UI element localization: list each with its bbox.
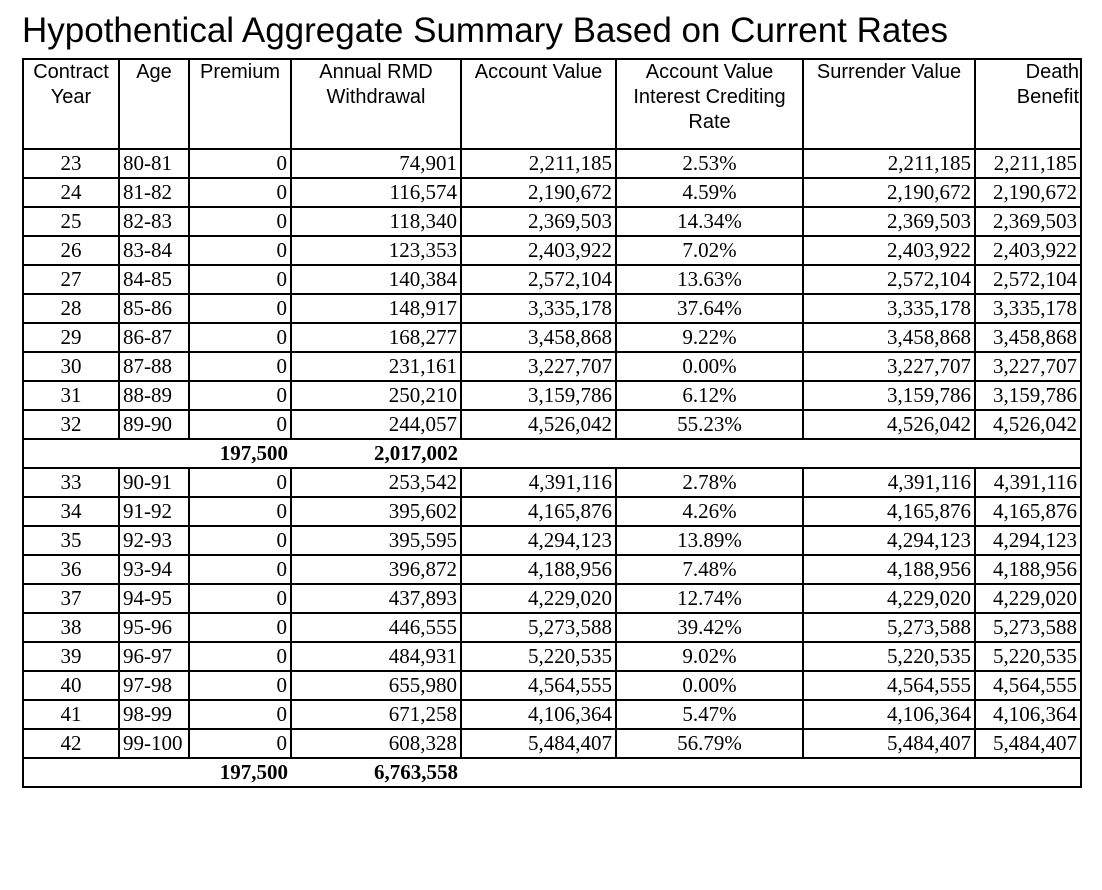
header-row [23,59,1081,149]
cell-contract-year: 32 [23,410,119,439]
cell-interest-rate: 0.00% [616,671,803,700]
cell-annual-rmd: 231,161 [291,352,461,381]
table-row [23,207,1081,236]
cell-contract-year: 42 [23,729,119,758]
cell-surrender-value: 4,188,956 [803,555,975,584]
cell-contract-year: 36 [23,555,119,584]
cell-contract-year: 30 [23,352,119,381]
cell-interest-rate: 9.02% [616,642,803,671]
cell-death-benefit: 2,211,185 [975,149,1081,178]
cell-surrender-value: 3,159,786 [803,381,975,410]
cell-annual-rmd: 655,980 [291,671,461,700]
header-account-value: Account Value [461,59,616,149]
cell-death-benefit: 2,572,104 [975,265,1081,294]
cell-account-value: 4,106,364 [461,700,616,729]
cell-interest-rate: 13.89% [616,526,803,555]
cell-account-value: 4,564,555 [461,671,616,700]
table-row [23,613,1081,642]
header-age: Age [119,59,189,149]
cell-annual-rmd: 446,555 [291,613,461,642]
cell-death-benefit: 2,369,503 [975,207,1081,236]
table-row [23,236,1081,265]
subtotal2-body [23,758,1081,787]
cell-surrender-value: 2,572,104 [803,265,975,294]
cell-annual-rmd: 250,210 [291,381,461,410]
cell-contract-year: 33 [23,468,119,497]
cell-annual-rmd: 671,258 [291,700,461,729]
cell-contract-year: 23 [23,149,119,178]
cell-premium: 0 [189,149,291,178]
cell-premium: 0 [189,294,291,323]
total-rmd: 6,763,558 [291,758,461,787]
cell-age: 99-100 [119,729,189,758]
cell-contract-year: 37 [23,584,119,613]
cell-death-benefit: 2,403,922 [975,236,1081,265]
cell-premium: 0 [189,497,291,526]
block1-body [23,149,1081,439]
cell-premium: 0 [189,700,291,729]
cell-interest-rate: 12.74% [616,584,803,613]
cell-interest-rate: 7.02% [616,236,803,265]
table-row [23,642,1081,671]
cell-contract-year: 31 [23,381,119,410]
subtotal1-body [23,439,1081,468]
cell-interest-rate: 9.22% [616,323,803,352]
cell-surrender-value: 5,484,407 [803,729,975,758]
cell-contract-year: 35 [23,526,119,555]
header-surrender-value: Surrender Value [803,59,975,149]
cell-interest-rate: 6.12% [616,381,803,410]
cell-death-benefit: 3,335,178 [975,294,1081,323]
cell-death-benefit: 4,229,020 [975,584,1081,613]
cell-premium: 0 [189,265,291,294]
table-row [23,468,1081,497]
cell-age: 81-82 [119,178,189,207]
cell-annual-rmd: 484,931 [291,642,461,671]
cell-premium: 0 [189,613,291,642]
cell-death-benefit: 4,106,364 [975,700,1081,729]
cell-account-value: 4,229,020 [461,584,616,613]
cell-age: 97-98 [119,671,189,700]
cell-surrender-value: 4,564,555 [803,671,975,700]
cell-age: 93-94 [119,555,189,584]
cell-surrender-value: 4,165,876 [803,497,975,526]
cell-death-benefit: 3,227,707 [975,352,1081,381]
cell-death-benefit: 5,484,407 [975,729,1081,758]
cell-account-value: 4,188,956 [461,555,616,584]
header-death-benefit: Death Benefit [975,59,1081,149]
cell-age: 80-81 [119,149,189,178]
cell-surrender-value: 2,403,922 [803,236,975,265]
cell-contract-year: 24 [23,178,119,207]
table-row [23,178,1081,207]
table-row [23,584,1081,613]
cell-surrender-value: 3,458,868 [803,323,975,352]
header-premium: Premium [189,59,291,149]
cell-account-value: 3,458,868 [461,323,616,352]
cell-contract-year: 39 [23,642,119,671]
table-row [23,323,1081,352]
table-row [23,381,1081,410]
cell-surrender-value: 3,335,178 [803,294,975,323]
cell-account-value: 4,391,116 [461,468,616,497]
cell-age: 87-88 [119,352,189,381]
cell-annual-rmd: 395,595 [291,526,461,555]
cell-account-value: 5,220,535 [461,642,616,671]
cell-surrender-value: 2,211,185 [803,149,975,178]
table-row [23,555,1081,584]
cell-contract-year: 34 [23,497,119,526]
cell-annual-rmd: 116,574 [291,178,461,207]
cell-contract-year: 29 [23,323,119,352]
cell-premium: 0 [189,729,291,758]
table-row [23,410,1081,439]
header-interest-rate: Account Value Interest Crediting Rate [616,59,803,149]
cell-account-value: 2,369,503 [461,207,616,236]
table-row [23,671,1081,700]
cell-annual-rmd: 395,602 [291,497,461,526]
cell-surrender-value: 5,220,535 [803,642,975,671]
cell-age: 90-91 [119,468,189,497]
cell-account-value: 4,165,876 [461,497,616,526]
block2-body [23,468,1081,758]
cell-premium: 0 [189,323,291,352]
cell-annual-rmd: 168,277 [291,323,461,352]
cell-contract-year: 41 [23,700,119,729]
cell-contract-year: 26 [23,236,119,265]
cell-death-benefit: 3,458,868 [975,323,1081,352]
subtotal-spacer [23,439,189,468]
cell-age: 82-83 [119,207,189,236]
cell-interest-rate: 4.59% [616,178,803,207]
cell-surrender-value: 4,229,020 [803,584,975,613]
cell-premium: 0 [189,207,291,236]
cell-age: 85-86 [119,294,189,323]
cell-interest-rate: 4.26% [616,497,803,526]
cell-death-benefit: 4,165,876 [975,497,1081,526]
total-row [23,758,1081,787]
cell-annual-rmd: 140,384 [291,265,461,294]
cell-contract-year: 38 [23,613,119,642]
table-row [23,149,1081,178]
table-row [23,526,1081,555]
cell-annual-rmd: 396,872 [291,555,461,584]
cell-premium: 0 [189,381,291,410]
cell-premium: 0 [189,352,291,381]
subtotal-spacer-right [461,439,1081,468]
cell-age: 94-95 [119,584,189,613]
subtotal-rmd: 2,017,002 [291,439,461,468]
cell-annual-rmd: 253,542 [291,468,461,497]
cell-premium: 0 [189,671,291,700]
cell-annual-rmd: 123,353 [291,236,461,265]
table-row [23,294,1081,323]
cell-premium: 0 [189,236,291,265]
cell-interest-rate: 55.23% [616,410,803,439]
cell-annual-rmd: 118,340 [291,207,461,236]
table-row [23,265,1081,294]
cell-premium: 0 [189,468,291,497]
cell-surrender-value: 5,273,588 [803,613,975,642]
cell-annual-rmd: 608,328 [291,729,461,758]
total-premium: 197,500 [189,758,291,787]
cell-age: 84-85 [119,265,189,294]
cell-interest-rate: 5.47% [616,700,803,729]
cell-age: 83-84 [119,236,189,265]
cell-premium: 0 [189,555,291,584]
cell-account-value: 2,190,672 [461,178,616,207]
cell-account-value: 2,211,185 [461,149,616,178]
cell-annual-rmd: 244,057 [291,410,461,439]
cell-annual-rmd: 437,893 [291,584,461,613]
header-contract-year: Contract Year [23,59,119,149]
cell-death-benefit: 5,220,535 [975,642,1081,671]
cell-age: 86-87 [119,323,189,352]
cell-age: 92-93 [119,526,189,555]
total-spacer [23,758,189,787]
cell-interest-rate: 14.34% [616,207,803,236]
cell-age: 98-99 [119,700,189,729]
cell-interest-rate: 56.79% [616,729,803,758]
cell-death-benefit: 4,526,042 [975,410,1081,439]
cell-age: 95-96 [119,613,189,642]
cell-annual-rmd: 148,917 [291,294,461,323]
cell-death-benefit: 2,190,672 [975,178,1081,207]
subtotal-row [23,439,1081,468]
cell-interest-rate: 39.42% [616,613,803,642]
cell-surrender-value: 2,369,503 [803,207,975,236]
cell-interest-rate: 13.63% [616,265,803,294]
cell-contract-year: 25 [23,207,119,236]
cell-interest-rate: 37.64% [616,294,803,323]
cell-interest-rate: 0.00% [616,352,803,381]
cell-account-value: 3,227,707 [461,352,616,381]
cell-account-value: 3,159,786 [461,381,616,410]
cell-account-value: 4,294,123 [461,526,616,555]
cell-surrender-value: 4,391,116 [803,468,975,497]
cell-account-value: 5,484,407 [461,729,616,758]
cell-interest-rate: 7.48% [616,555,803,584]
cell-contract-year: 40 [23,671,119,700]
header-annual-rmd: Annual RMD Withdrawal [291,59,461,149]
total-spacer-right [461,758,1081,787]
cell-account-value: 2,403,922 [461,236,616,265]
cell-death-benefit: 4,188,956 [975,555,1081,584]
summary-table [22,58,1082,788]
cell-age: 89-90 [119,410,189,439]
cell-interest-rate: 2.78% [616,468,803,497]
cell-age: 96-97 [119,642,189,671]
cell-contract-year: 27 [23,265,119,294]
cell-death-benefit: 5,273,588 [975,613,1081,642]
cell-age: 88-89 [119,381,189,410]
cell-death-benefit: 4,294,123 [975,526,1081,555]
cell-contract-year: 28 [23,294,119,323]
cell-account-value: 2,572,104 [461,265,616,294]
table-row [23,700,1081,729]
cell-death-benefit: 3,159,786 [975,381,1081,410]
table-row [23,497,1081,526]
cell-age: 91-92 [119,497,189,526]
cell-surrender-value: 2,190,672 [803,178,975,207]
cell-surrender-value: 4,526,042 [803,410,975,439]
cell-death-benefit: 4,564,555 [975,671,1081,700]
subtotal-premium: 197,500 [189,439,291,468]
cell-surrender-value: 4,106,364 [803,700,975,729]
cell-surrender-value: 3,227,707 [803,352,975,381]
cell-account-value: 3,335,178 [461,294,616,323]
cell-account-value: 5,273,588 [461,613,616,642]
cell-premium: 0 [189,178,291,207]
table-row [23,352,1081,381]
cell-premium: 0 [189,642,291,671]
cell-premium: 0 [189,410,291,439]
table-row [23,729,1081,758]
cell-annual-rmd: 74,901 [291,149,461,178]
cell-account-value: 4,526,042 [461,410,616,439]
cell-premium: 0 [189,584,291,613]
cell-interest-rate: 2.53% [616,149,803,178]
cell-premium: 0 [189,526,291,555]
cell-surrender-value: 4,294,123 [803,526,975,555]
page-title: Hypothentical Aggregate Summary Based on Current Rates [22,11,949,50]
cell-death-benefit: 4,391,116 [975,468,1081,497]
